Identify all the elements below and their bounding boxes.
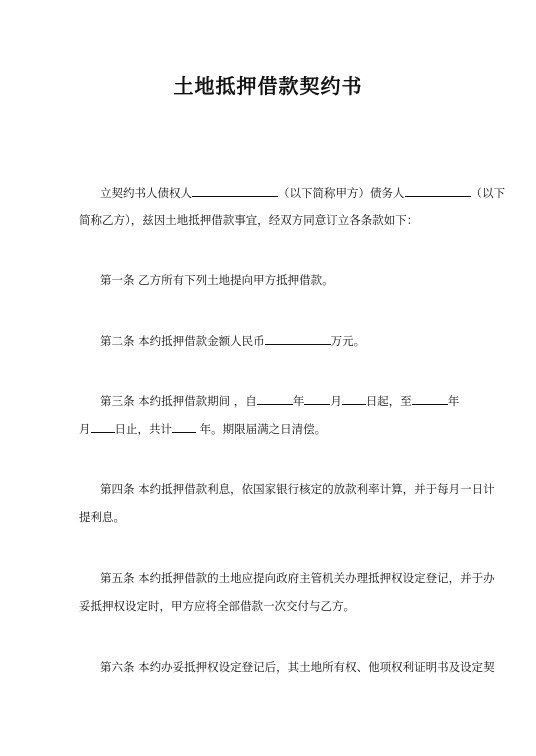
intro-line-2: 简称乙方），兹因土地抵押借款事宜，经双方同意订立各条款如下： [79,213,419,227]
start-day-blank [342,392,366,405]
article-4-line-2: 提利息。 [79,510,125,524]
debtor-blank [405,184,471,197]
end-day-blank [91,420,115,433]
article-4-line-1: 第四条 本约抵押借款利息，依国家银行核定的放款利率计算，并于每月一日计 [100,482,495,496]
end-year-label: 年 [447,394,460,408]
intro-text-3: （以下 [470,186,505,200]
start-year-blank [257,392,293,405]
day-from-label: 日起，至 [365,394,412,408]
article-6-line-1: 第六条 本约办妥抵押权设定登记后，其土地所有权、他项权利证明书及设定契 [100,660,495,674]
article-1: 第一条 乙方所有下列土地提向甲方抵押借款。 [100,273,334,287]
article-2-text: 第二条 本约抵押借款金额人民币 [100,334,265,348]
article-3-line-1 [100,392,459,409]
article-5-line-2: 妥抵押权设定时，甲方应将全部借款一次交付与乙方。 [79,599,355,613]
year-label: 年 [292,394,305,408]
article-2 [100,332,365,349]
start-month-blank [304,392,330,405]
document-title: 土地抵押借款契约书 [173,74,363,98]
article-3-line-2 [79,420,326,437]
article-3-tail: 年。期限届满之日清偿。 [196,422,327,436]
article-3-text: 第三条 本约抵押借款期间 ，自 [100,394,257,408]
creditor-blank [192,184,278,197]
amount-blank [265,332,331,345]
day-to-label: 日止，共计 [114,422,172,436]
intro-text-2: （以下简称甲方）债务人 [278,186,405,200]
article-5-line-1: 第五条 本约抵押借款的土地应提向政府主管机关办理抵押权设定登记，并于办 [100,571,495,585]
month-label: 月 [330,394,342,408]
end-month-label: 月 [79,422,91,436]
article-2-unit: 万元。 [330,334,366,348]
total-years-blank [172,420,196,433]
intro-line-1 [100,184,505,201]
end-year-blank [412,392,448,405]
intro-text-1: 立契约书人债权人 [100,186,192,200]
